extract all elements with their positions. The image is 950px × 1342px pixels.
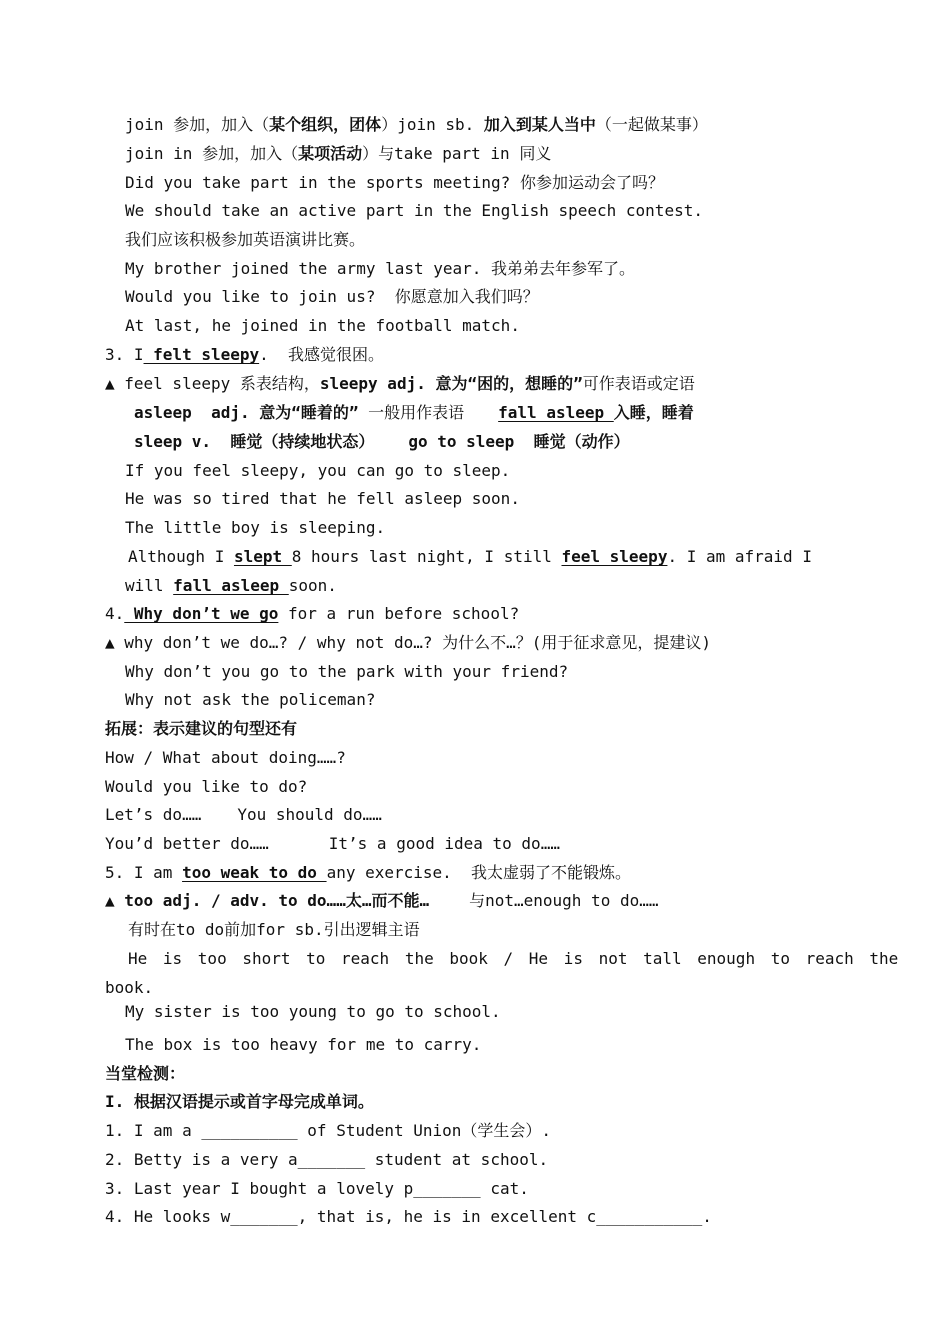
text-line: will fall asleep soon. xyxy=(125,576,337,595)
exercise-item: 3. Last year I bought a lovely p_______ cat. xyxy=(105,1179,529,1198)
text-line: 4. Why don’t we go for a run before school? xyxy=(105,604,520,623)
text-line: Although I slept 8 hours last night, I still feel sleepy. I am afraid I xyxy=(128,547,812,566)
text-line: 5. I am too weak to do any exercise. 我太虚弱了不能锻炼。 xyxy=(105,863,632,882)
text-line: ▲ feel sleepy 系表结构，sleepy adj. 意为“困的，想睡的”可作表语或定语 xyxy=(105,374,695,393)
text-line: My sister is too young to go to school. xyxy=(125,1002,501,1021)
text-line: Why not ask the policeman? xyxy=(125,690,376,709)
text-line: sleep v. 睡觉（持续地状态） go to sleep 睡觉（动作） xyxy=(134,432,630,451)
text-line: At last, he joined in the football match. xyxy=(125,316,520,335)
text-line: He is too short to reach the book / He is not tall enough to reach the xyxy=(128,949,899,968)
exercise-item: 4. He looks w_______, that is, he is in excellent c___________. xyxy=(105,1207,712,1226)
text-line: 3. I felt sleepy. 我感觉很困。 xyxy=(105,345,385,364)
text-line: book. xyxy=(105,978,154,997)
text-line: Why don’t you go to the park with your friend? xyxy=(125,662,569,681)
text-line: Would you like to join us? 你愿意加入我们吗？ xyxy=(125,287,539,306)
text-line: My brother joined the army last year. 我弟弟去年参军了。 xyxy=(125,259,636,278)
text-line: asleep adj. 意为“睡着的” 一般用作表语 fall asleep 入睡，睡着 xyxy=(134,403,694,422)
section-heading: 拓展：表示建议的句型还有 xyxy=(105,719,298,738)
text-line: You’d better do…… It’s a good idea to do…… xyxy=(105,834,560,853)
text-line: Let’s do…… You should do…… xyxy=(105,805,382,824)
text-line: 有时在to do前加for sb.引出逻辑主语 xyxy=(128,920,420,939)
text-line: join in 参加，加入（某项活动）与take part in 同义 xyxy=(125,144,552,163)
text-line: Did you take part in the sports meeting? 你参加运动会了吗？ xyxy=(125,173,664,192)
text-line: ▲ too adj. / adv. to do……太…而不能… 与not…enough to do…… xyxy=(105,891,659,910)
exercise-item: 1. I am a __________ of Student Union（学生会）. xyxy=(105,1121,552,1140)
text-line: join 参加，加入（某个组织，团体）join sb. 加入到某人当中（一起做某事） xyxy=(125,115,708,134)
text-line: If you feel sleepy, you can go to sleep. xyxy=(125,461,511,480)
text-line: The box is too heavy for me to carry. xyxy=(125,1035,482,1054)
text-line: The little boy is sleeping. xyxy=(125,518,386,537)
text-line: He was so tired that he fell asleep soon. xyxy=(125,489,520,508)
text-line: ▲ why don’t we do…? / why not do…? 为什么不…？(用于征求意见，提建议) xyxy=(105,633,712,652)
exercise-item: 2. Betty is a very a_______ student at school. xyxy=(105,1150,549,1169)
exercise-heading: I. 根据汉语提示或首字母完成单词。 xyxy=(105,1092,374,1111)
text-line: How / What about doing……? xyxy=(105,748,346,767)
text-line: 我们应该积极参加英语演讲比赛。 xyxy=(125,230,366,249)
text-line: We should take an active part in the English speech contest. xyxy=(125,201,703,220)
section-heading: 当堂检测： xyxy=(105,1064,186,1083)
text-line: Would you like to do? xyxy=(105,777,308,796)
